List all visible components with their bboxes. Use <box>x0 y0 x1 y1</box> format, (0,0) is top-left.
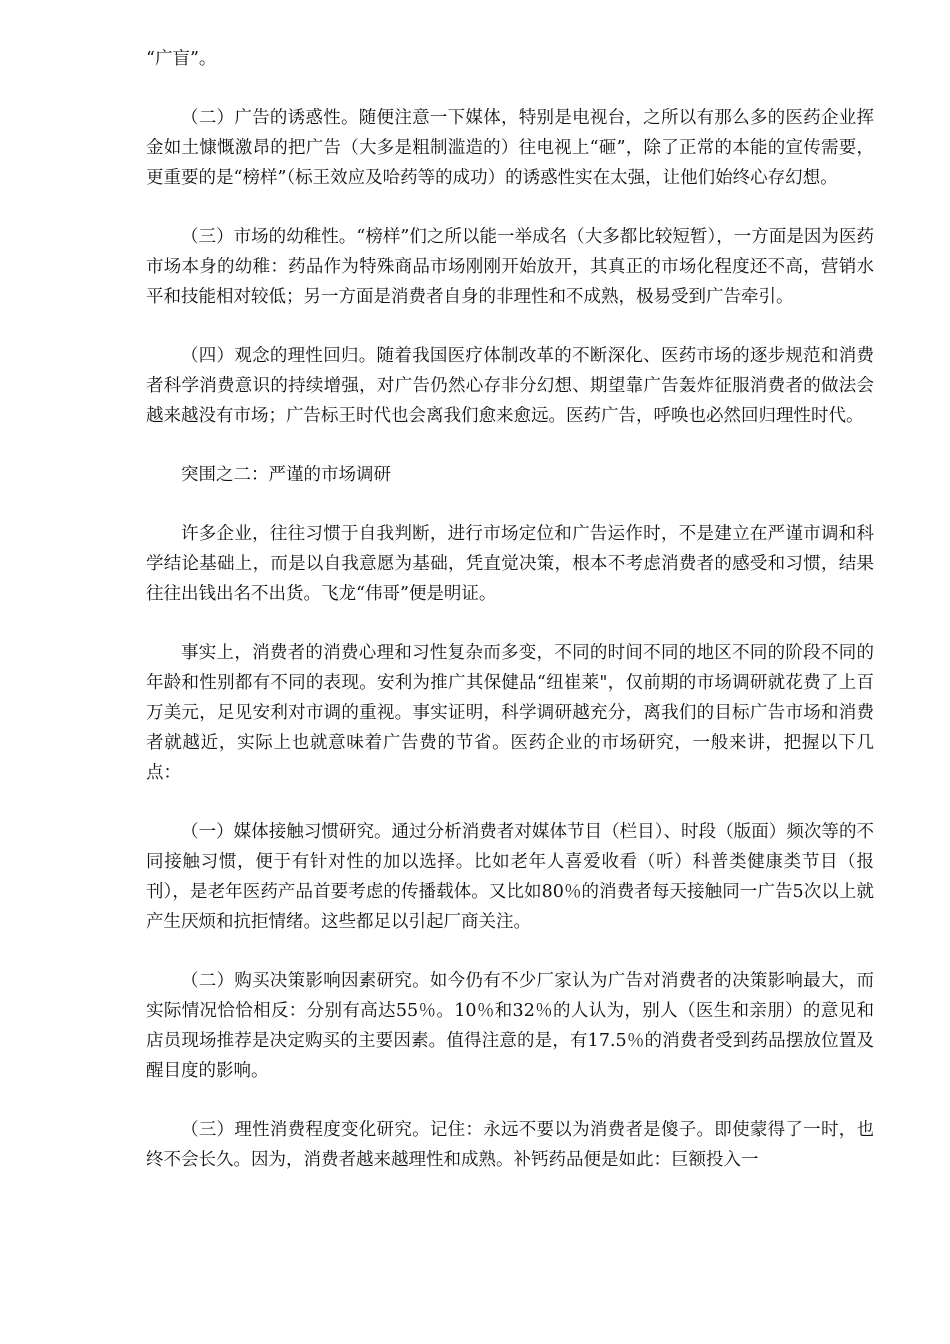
paragraph-self-judgment: 许多企业，往往习惯于自我判断，进行市场定位和广告运作时，不是建立在严谨市调和科学结论基础上，而是以自我意愿为基础，凭直觉决策，根本不考虑消费者的感受和习惯，结果往往出钱出名不出货。飞龙“伟哥”便是明证。 <box>146 524 874 604</box>
document-page <box>146 44 874 1204</box>
paragraph-consumer-psychology: 事实上，消费者的消费心理和习性复杂而多变，不同的时间不同的地区不同的阶段不同的年龄和性别都有不同的表现。安利为推广其保健品“纽崔莱"，仅前期的市场调研就花费了上百万美元，足见安利对市调的重视。事实证明，科学调研越充分，离我们的目标广告市场和消费者就越近，实际上也就意味着广告费的节省。医药企业的市场研究，一般来讲，把握以下几点： <box>146 643 874 783</box>
paragraph-rational-consumption: （三）理性消费程度变化研究。记住：永远不要以为消费者是傻子。即使蒙得了一时，也终不会长久。因为，消费者越来越理性和成熟。补钙药品便是如此：巨额投入一 <box>146 1120 874 1170</box>
paragraph-advertising-temptation: （二）广告的诱惑性。随便注意一下媒体，特别是电视台，之所以有那么多的医药企业挥金如土慷慨激昂的把广告（大多是粗制滥造的）往电视上“砸”，除了正常的本能的宣传需要，更重要的是“榜样”（标王效应及哈药等的成功）的诱惑性实在太强，让他们始终心存幻想。 <box>146 108 874 188</box>
paragraph-purchase-factors: （二）购买决策影响因素研究。如今仍有不少厂家认为广告对消费者的决策影响最大，而实际情况恰恰相反：分别有高达55％。10％和32％的人认为，别人（医生和亲朋）的意见和店员现场推荐是决定购买的主要因素。值得注意的是，有17.5％的消费者受到药品摆放位置及醒目度的影响。 <box>146 971 874 1081</box>
section-heading-market-research: 突围之二：严谨的市场调研 <box>181 465 391 485</box>
paragraph-media-habits: （一）媒体接触习惯研究。通过分析消费者对媒体节目（栏目）、时段（版面）频次等的不同接触习惯，便于有针对性的加以选择。比如老年人喜爱收看（听）科普类健康类节目（报刊），是老年医药产品首要考虑的传播载体。又比如80％的消费者每天接触同一广告5次以上就产生厌烦和抗拒情绪。这些都足以引起厂商关注。 <box>146 822 874 932</box>
paragraph-rational-return: （四）观念的理性回归。随着我国医疗体制改革的不断深化、医药市场的逐步规范和消费者科学消费意识的持续增强，对广告仍然心存非分幻想、期望靠广告轰炸征服消费者的做法会越来越没有市场；广告标王时代也会离我们愈来愈远。医药广告，呼唤也必然回归理性时代。 <box>146 346 874 426</box>
paragraph-fragment: “广盲”。 <box>146 49 217 69</box>
paragraph-market-immaturity: （三）市场的幼稚性。“榜样”们之所以能一举成名（大多都比较短暂），一方面是因为医药市场本身的幼稚：药品作为特殊商品市场刚刚开始放开，其真正的市场化程度还不高，营销水平和技能相对较低；另一方面是消费者自身的非理性和不成熟，极易受到广告牵引。 <box>146 227 874 307</box>
